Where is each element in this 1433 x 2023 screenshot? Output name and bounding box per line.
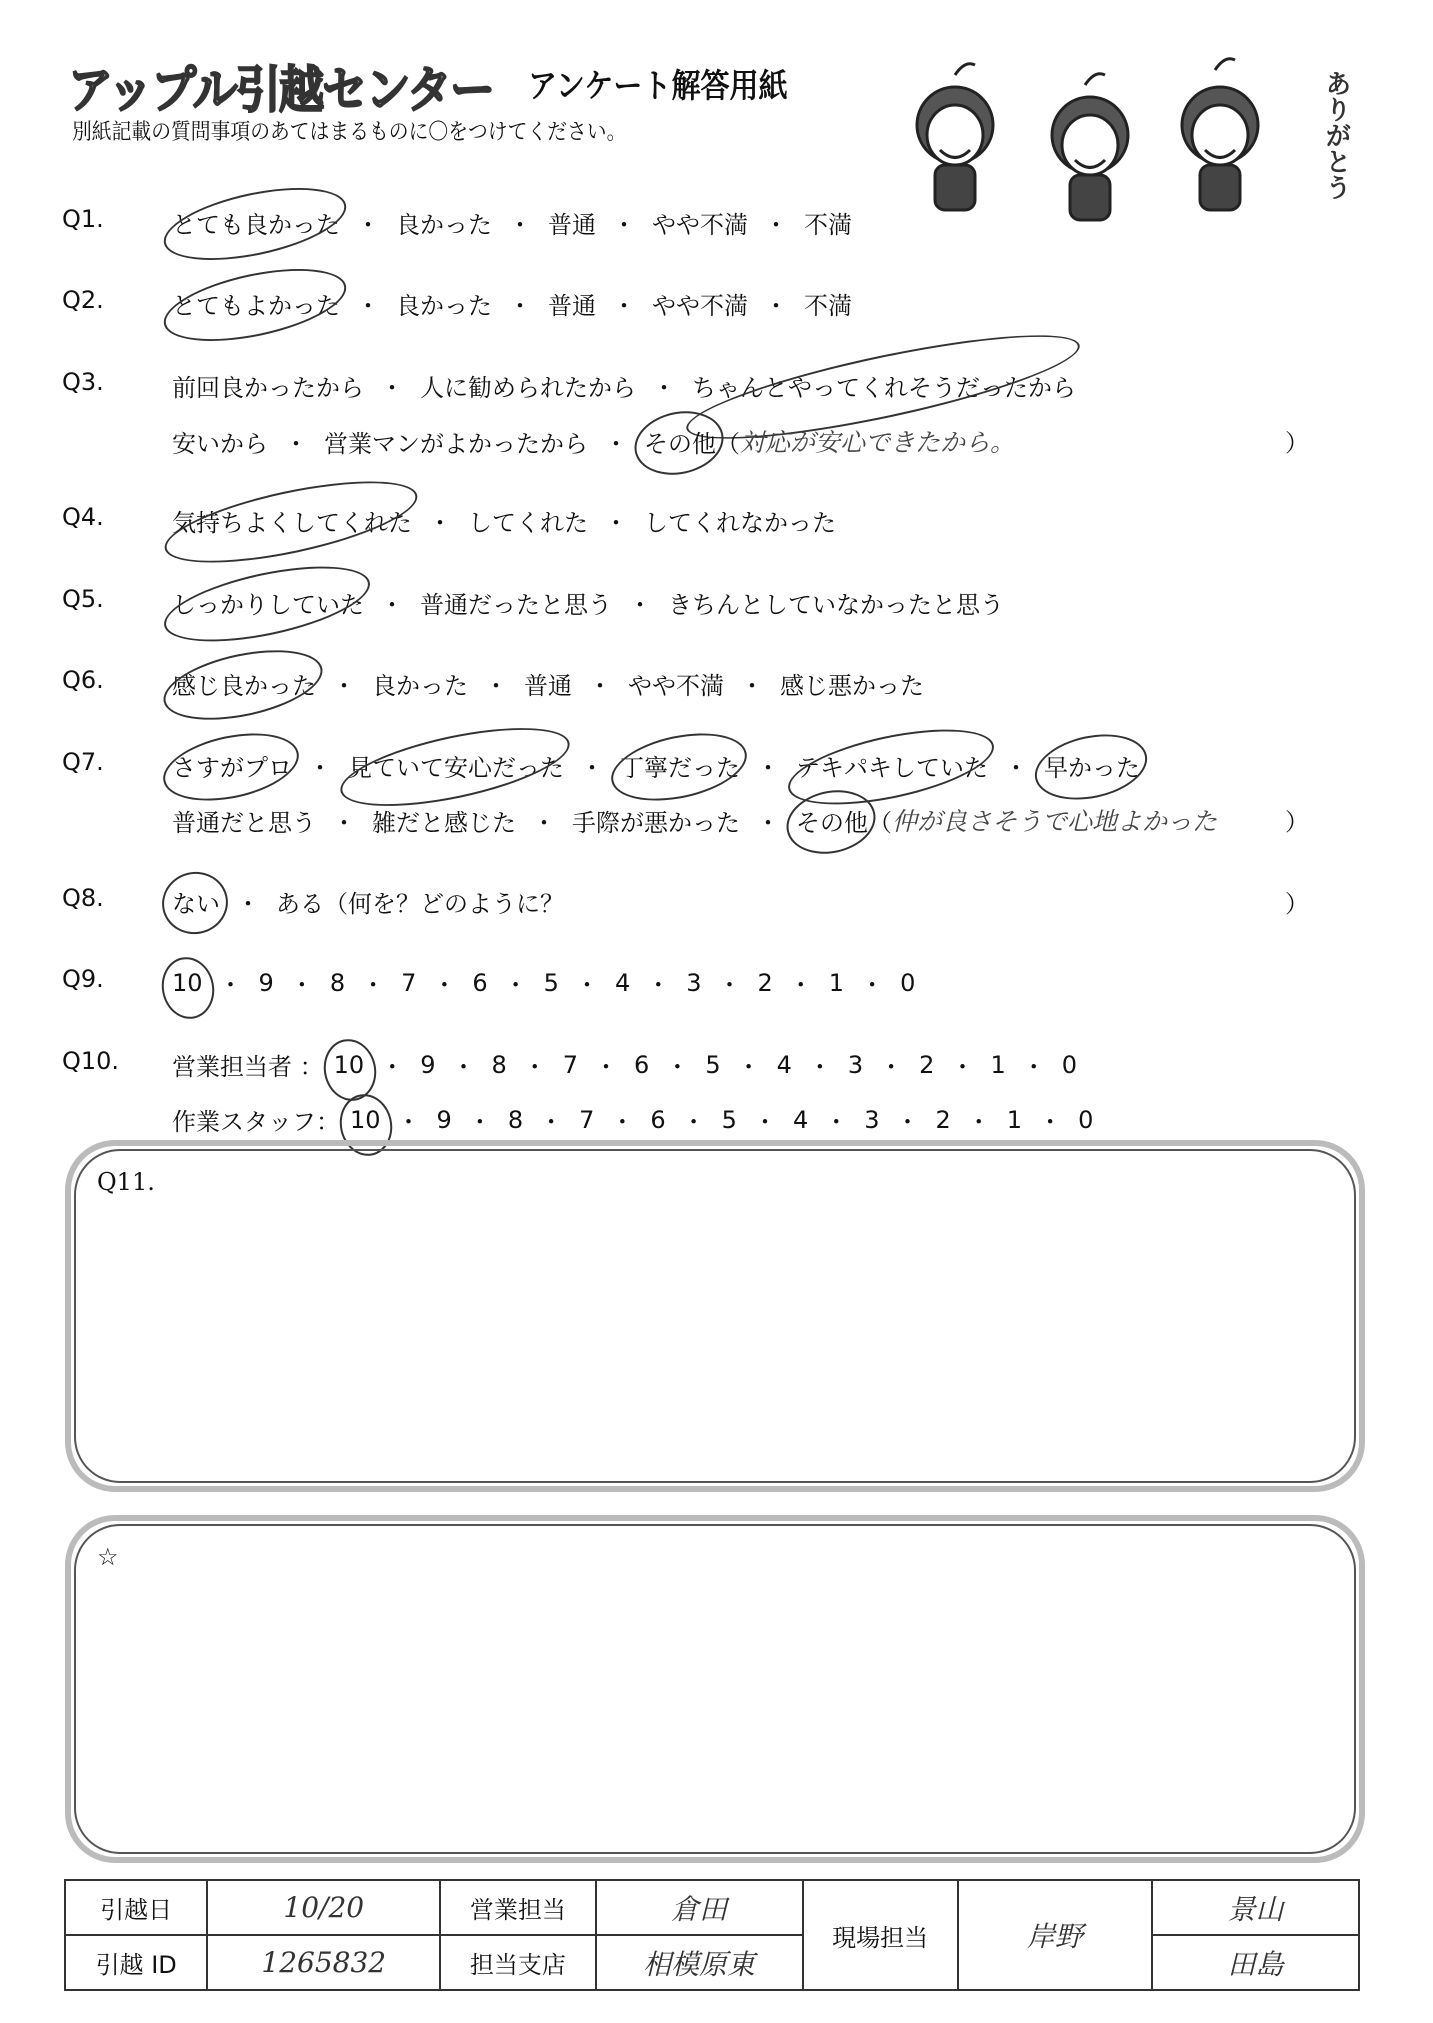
question-label: Q1. (62, 205, 104, 233)
separator: ・ (1038, 1108, 1063, 1136)
separator: ・ (332, 672, 356, 700)
option[interactable]: 雑だと感じた (372, 808, 516, 837)
separator: ・ (807, 1053, 832, 1081)
thanks-text: ありがとう (1321, 70, 1351, 200)
question-label: Q10. (62, 1047, 120, 1075)
separator: ・ (396, 1108, 421, 1136)
box-border (74, 1524, 1356, 1854)
separator: ・ (646, 971, 671, 999)
option[interactable]: 普通 (548, 211, 596, 239)
sales-label: 営業担当 (440, 1880, 595, 1935)
option[interactable]: 安いから (172, 429, 268, 458)
separator: ・ (788, 971, 813, 999)
option[interactable]: 不満 (804, 292, 852, 320)
option-circled[interactable]: 10 (172, 968, 203, 997)
option[interactable]: 8 (507, 1105, 524, 1134)
separator: ・ (612, 211, 636, 239)
monkey-mascots-illustration (880, 55, 1350, 235)
move-date-label: 引越日 (65, 1880, 207, 1935)
option[interactable]: 5 (721, 1105, 737, 1134)
separator: ・ (428, 509, 452, 537)
option-circled[interactable]: さすがプロ (172, 748, 292, 783)
close-paren: ） (1285, 890, 1309, 918)
separator: ・ (612, 292, 636, 320)
question-label: Q5. (62, 585, 104, 613)
option[interactable]: 9 (436, 1105, 452, 1134)
separator: ・ (380, 374, 404, 402)
separator: ・ (752, 1108, 777, 1136)
option[interactable]: 6 (634, 1050, 650, 1079)
monkey-3-icon (1182, 59, 1258, 210)
option-circled[interactable]: とてもよかった (172, 286, 340, 321)
option-list (172, 286, 852, 321)
separator: ・ (332, 808, 356, 837)
question-label: Q3. (62, 368, 104, 396)
option[interactable]: 1 (990, 1050, 1006, 1079)
separator: ・ (356, 292, 380, 320)
option[interactable]: 普通だったと思う (420, 591, 612, 619)
question-label: Q6. (62, 666, 104, 694)
separator: ・ (1004, 754, 1028, 782)
separator: ・ (966, 1108, 991, 1136)
option[interactable]: 5 (705, 1050, 721, 1079)
open-paren: （ (716, 429, 740, 458)
option[interactable]: 9 (258, 968, 274, 997)
option[interactable]: やや不満 (652, 211, 748, 239)
question-label: Q9. (62, 965, 104, 993)
option[interactable]: 良かった (372, 672, 468, 700)
option[interactable]: 普通 (524, 672, 572, 700)
option[interactable]: 2 (757, 968, 773, 997)
monkey-2-icon (1052, 74, 1128, 220)
separator: ・ (652, 374, 676, 402)
option-circled[interactable]: とても良かった (172, 205, 340, 240)
move-id-label: 引越 ID (65, 1935, 207, 1990)
option[interactable]: 2 (935, 1105, 951, 1134)
option[interactable]: 良かった (396, 211, 492, 239)
branch-value: 相模原東 (596, 1935, 803, 1990)
option-circled[interactable]: 感じ良かった (172, 666, 316, 701)
option[interactable]: してくれた (468, 509, 588, 537)
option-list (172, 585, 1004, 620)
separator: ・ (451, 1053, 476, 1081)
option-circled[interactable]: 気持ちよくしてくれた (172, 503, 412, 538)
separator: ・ (522, 1053, 547, 1081)
site-staff-3: 田島 (1152, 1935, 1359, 1990)
option[interactable]: やや不満 (628, 672, 724, 700)
star-comment-box[interactable] (65, 1515, 1365, 1863)
sales-value: 倉田 (596, 1880, 803, 1935)
rating-target-label: 作業スタッフ： (172, 1108, 340, 1136)
option[interactable]: 1 (828, 968, 845, 997)
separator: ・ (380, 1053, 405, 1081)
separator: ・ (628, 591, 652, 619)
other-answer-handwritten[interactable]: 対応が安心できたから。 (740, 428, 1016, 457)
option[interactable]: 普通 (548, 292, 596, 320)
separator: ・ (681, 1108, 706, 1136)
separator: ・ (503, 971, 528, 999)
option-circled[interactable]: その他 (796, 803, 868, 838)
option-circled[interactable]: 10 (333, 1050, 365, 1079)
separator: ・ (484, 672, 508, 700)
separator: ・ (532, 808, 556, 837)
separator: ・ (308, 754, 332, 782)
separator: ・ (604, 509, 628, 537)
option[interactable]: 7 (401, 968, 417, 997)
option[interactable]: 不満 (804, 211, 852, 239)
option[interactable]: 良かった (396, 292, 492, 320)
option-list (172, 368, 1076, 403)
option[interactable]: 0 (1061, 1050, 1077, 1079)
separator: ・ (289, 971, 314, 999)
option[interactable]: 3 (686, 968, 702, 997)
separator: ・ (879, 1053, 904, 1081)
option[interactable]: してくれなかった (644, 509, 836, 537)
option-list (172, 1047, 1077, 1082)
question-label: Q8. (62, 884, 104, 912)
option-circled[interactable]: ない (172, 884, 220, 919)
option[interactable]: 感じ悪かった (780, 672, 924, 700)
option[interactable]: 3 (864, 1105, 880, 1134)
separator: ・ (740, 672, 764, 700)
separator: ・ (356, 211, 380, 239)
move-date-value: 10/20 (207, 1880, 440, 1935)
option-list (172, 205, 852, 240)
separator: ・ (756, 754, 780, 782)
separator: ・ (756, 808, 780, 837)
form-title: アンケート解答用紙 (528, 66, 788, 105)
option[interactable]: 人に勧められたから (420, 374, 636, 402)
site-staff-2: 景山 (1152, 1880, 1359, 1935)
option[interactable]: 2 (919, 1050, 935, 1079)
option[interactable]: ある（何を？どのように？ (276, 890, 564, 918)
option-list (172, 884, 564, 919)
separator: ・ (764, 292, 788, 320)
option[interactable]: きちんとしていなかったと思う (668, 591, 1004, 619)
close-paren: ） (1285, 429, 1309, 457)
separator: ・ (717, 971, 742, 999)
instruction-text: 別紙記載の質問事項のあてはまるものに〇をつけてください。 (72, 120, 627, 145)
separator: ・ (610, 1108, 635, 1136)
separator: ・ (574, 971, 599, 999)
option-circled[interactable]: しっかりしていた (172, 585, 364, 620)
separator: ・ (594, 1053, 619, 1081)
option[interactable]: 7 (579, 1105, 595, 1134)
open-paren: （ (868, 808, 892, 837)
other-answer-handwritten[interactable]: 仲が良さそうで心地よかった (892, 807, 1218, 836)
option[interactable]: 4 (792, 1105, 809, 1134)
separator: ・ (539, 1108, 564, 1136)
separator: ・ (361, 971, 386, 999)
option[interactable]: 3 (847, 1050, 864, 1079)
move-id-value: 1265832 (207, 1935, 440, 1990)
separator: ・ (508, 211, 532, 239)
separator: ・ (736, 1053, 761, 1081)
separator: ・ (860, 971, 885, 999)
separator: ・ (284, 429, 308, 458)
star-label: ☆ (97, 1543, 119, 1571)
q11-label: Q11. (97, 1168, 155, 1196)
option-list (172, 423, 1015, 459)
option[interactable]: 8 (329, 968, 346, 997)
option[interactable]: 普通だと思う (172, 808, 316, 837)
box-border (74, 1149, 1356, 1483)
option[interactable]: 8 (491, 1050, 507, 1079)
option-circled[interactable]: 見ていて安心だった (348, 748, 564, 783)
q11-comment-box[interactable] (65, 1140, 1365, 1492)
separator: ・ (432, 971, 457, 999)
separator: ・ (236, 890, 260, 918)
option-list (172, 1102, 1093, 1137)
option-list (172, 802, 1217, 838)
option[interactable]: やや不満 (652, 292, 748, 320)
separator: ・ (580, 754, 604, 782)
option[interactable]: 6 (472, 968, 488, 997)
option[interactable]: 手際が悪かった (572, 808, 740, 837)
site-staff-1: 岸野 (958, 1880, 1152, 1990)
question-label: Q7. (62, 748, 104, 776)
separator: ・ (665, 1053, 690, 1081)
separator: ・ (895, 1108, 920, 1136)
option[interactable]: 5 (543, 968, 559, 997)
separator: ・ (950, 1053, 975, 1081)
option[interactable]: 4 (776, 1050, 792, 1079)
option-circled[interactable]: 丁寧だった (620, 748, 740, 783)
option-circled[interactable]: 早かった (1044, 748, 1140, 783)
question-label: Q4. (62, 503, 104, 531)
site-label: 現場担当 (803, 1880, 958, 1990)
option[interactable]: 4 (614, 968, 631, 997)
option-list (172, 666, 924, 701)
option-circled[interactable]: その他 (644, 424, 716, 459)
separator: ・ (764, 211, 788, 239)
separator: ・ (1021, 1053, 1046, 1081)
option[interactable]: 6 (650, 1105, 666, 1134)
option-circled[interactable]: ちゃんとやってくれそうだったから (692, 368, 1076, 403)
option-list (172, 965, 915, 1000)
option-circled[interactable]: テキパキしていた (796, 748, 988, 783)
option[interactable]: 営業マンがよかったから (324, 429, 588, 458)
separator: ・ (604, 429, 628, 458)
option-list (172, 748, 1140, 783)
branch-label: 担当支店 (440, 1935, 595, 1990)
separator: ・ (508, 292, 532, 320)
option[interactable]: 1 (1006, 1105, 1023, 1134)
option[interactable]: 前回良かったから (172, 374, 364, 402)
close-paren: ） (1285, 808, 1309, 836)
company-name: アップル引越センター (68, 61, 494, 119)
option[interactable]: 9 (420, 1050, 436, 1079)
option[interactable]: 0 (900, 968, 916, 997)
rating-target-label: 営業担当者 ： (172, 1053, 324, 1081)
option[interactable]: 0 (1078, 1105, 1094, 1134)
option[interactable]: 7 (562, 1050, 579, 1079)
separator: ・ (824, 1108, 849, 1136)
question-label: Q2. (62, 286, 104, 314)
separator: ・ (588, 672, 612, 700)
separator: ・ (467, 1108, 492, 1136)
option-circled[interactable]: 10 (350, 1105, 381, 1134)
move-info-table (64, 1879, 1360, 1991)
separator: ・ (218, 971, 243, 999)
option-list (172, 503, 836, 538)
monkey-1-icon (917, 64, 993, 210)
separator: ・ (380, 591, 404, 619)
